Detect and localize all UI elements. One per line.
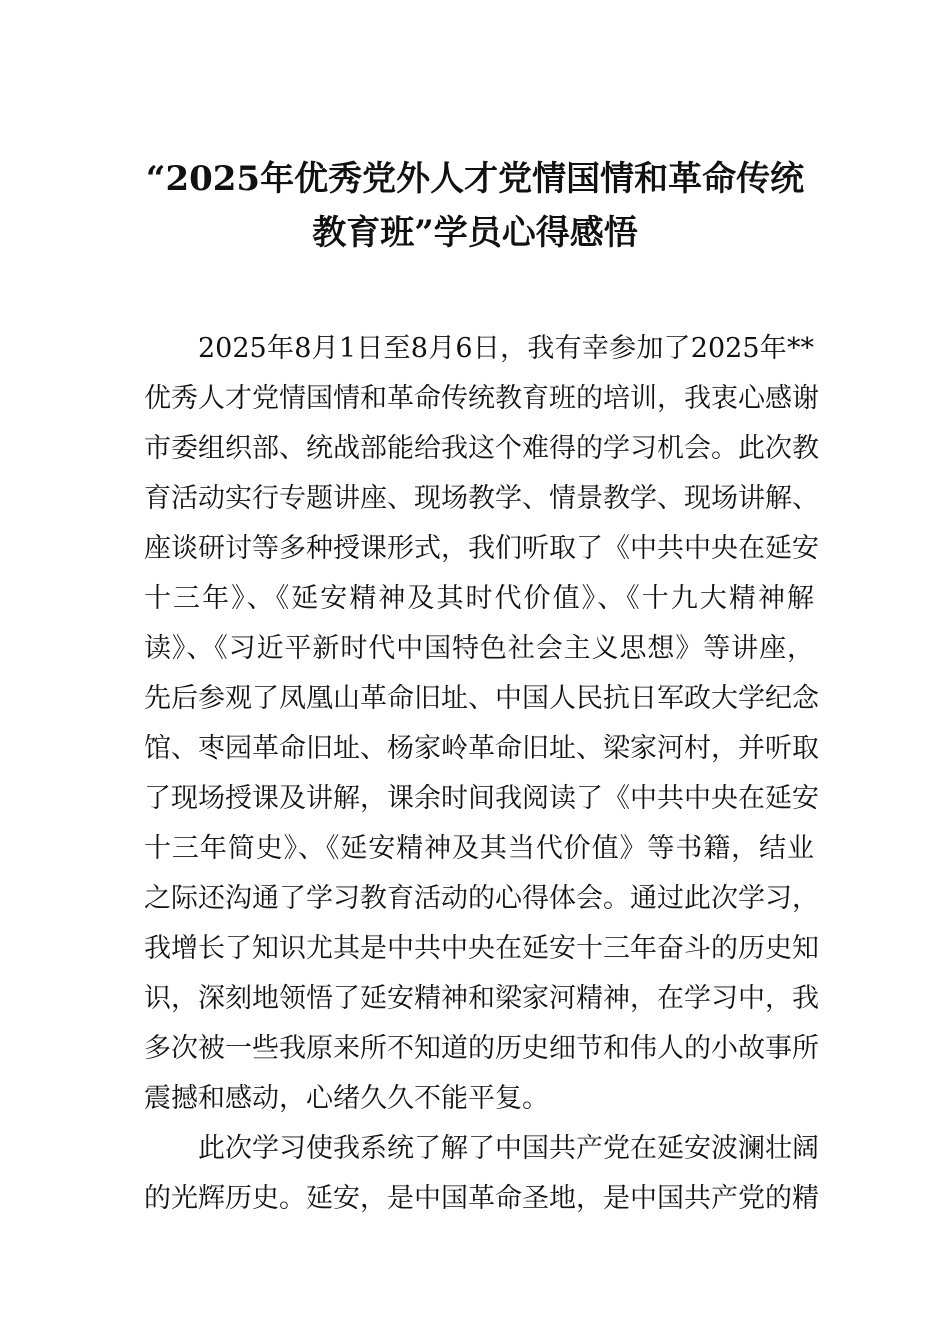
paragraph-line: 多次被一些我原来所不知道的历史细节和伟人的小故事所 — [144, 1033, 819, 1064]
paragraph-line: 此次学习使我系统了解了中国共产党在延安波澜壮阔 — [198, 1133, 819, 1164]
paragraph-line: 读》、《习近平新时代中国特色社会主义思想》等讲座， — [144, 633, 814, 664]
paragraph-line: 的光辉历史。延安，是中国革命圣地，是中国共产党的精 — [144, 1183, 819, 1214]
paragraph-1 — [144, 324, 819, 1124]
paragraph-line: 识，深刻地领悟了延安精神和梁家河精神，在学习中，我 — [144, 983, 819, 1014]
paragraph-line: 十三年》、《延安精神及其时代价值》、《十九大精神解 — [144, 583, 814, 614]
document-title — [140, 152, 810, 260]
paragraph-line: 市委组织部、统战部能给我这个难得的学习机会。此次教 — [144, 433, 819, 464]
document-body — [144, 324, 819, 1224]
title-line-2: 教育班”学员心得感悟 — [312, 213, 638, 253]
paragraph-line: 之际还沟通了学习教育活动的心得体会。通过此次学习， — [144, 883, 819, 914]
paragraph-line: 2025年8月1日至8月6日，我有幸参加了2025年** — [198, 333, 814, 364]
paragraph-line: 先后参观了凤凰山革命旧址、中国人民抗日军政大学纪念 — [144, 683, 819, 714]
paragraph-line: 了现场授课及讲解，课余时间我阅读了《中共中央在延安 — [144, 783, 819, 814]
paragraph-line: 十三年简史》、《延安精神及其当代价值》等书籍，结业 — [144, 833, 814, 864]
paragraph-line: 优秀人才党情国情和革命传统教育班的培训，我衷心感谢 — [144, 383, 819, 414]
paragraph-line: 震撼和感动，心绪久久不能平复。 — [144, 1083, 549, 1114]
paragraph-line: 育活动实行专题讲座、现场教学、情景教学、现场讲解、 — [144, 483, 819, 514]
paragraph-2 — [144, 1124, 819, 1224]
paragraph-line: 我增长了知识尤其是中共中央在延安十三年奋斗的历史知 — [144, 933, 819, 964]
title-line-1: “2025年优秀党外人才党情国情和革命传统 — [145, 159, 805, 199]
paragraph-line: 座谈研讨等多种授课形式，我们听取了《中共中央在延安 — [144, 533, 819, 564]
paragraph-line: 馆、枣园革命旧址、杨家岭革命旧址、梁家河村，并听取 — [144, 733, 819, 764]
